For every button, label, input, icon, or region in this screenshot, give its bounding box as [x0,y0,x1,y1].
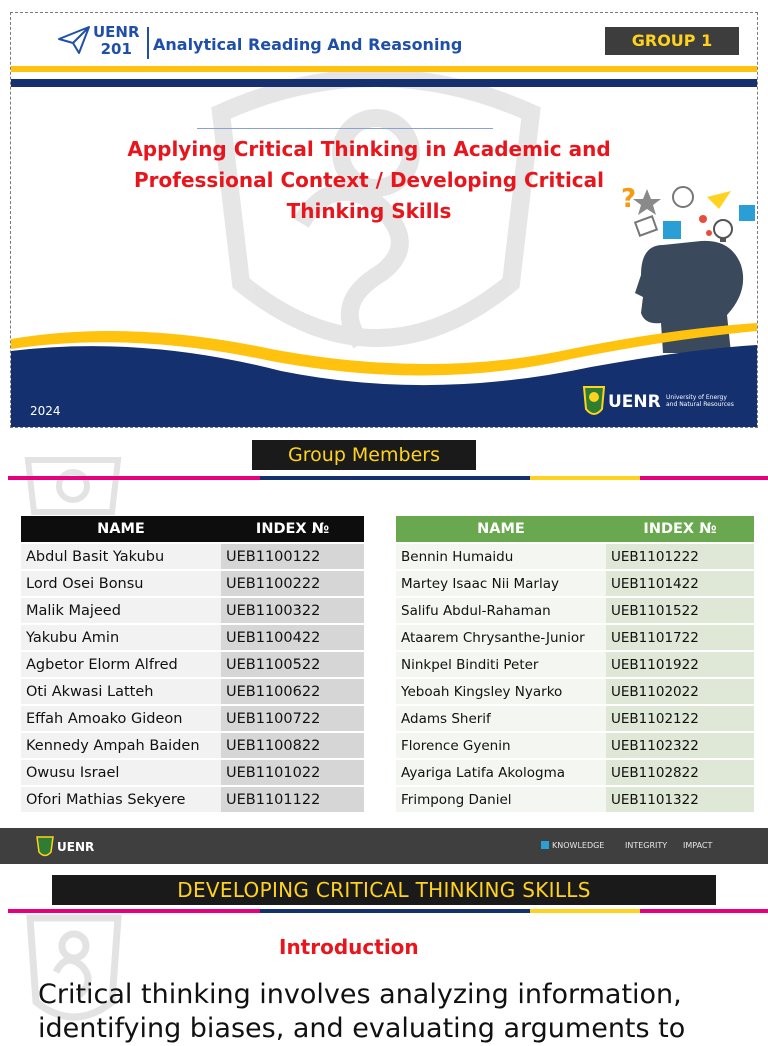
course-code [93,24,140,58]
stripe-magenta-2 [640,476,768,480]
star-icon [633,189,661,215]
member-index: UEB1102822 [606,760,754,785]
member-index: UEB1100122 [221,544,364,569]
footer-tag-knowledge: KNOWLEDGE [552,841,605,850]
lightbulb-icon [714,220,732,242]
course-code-line1: UENR [93,23,140,41]
member-name: Ninkpel Binditi Peter [396,652,606,677]
paper-plane-icon [57,25,91,55]
member-name: Salifu Abdul-Rahaman [396,598,606,623]
slide-title-line1: Applying Critical Thinking in Academic and [127,137,611,161]
member-name: Frimpong Daniel [396,787,606,812]
member-name: Kennedy Ampah Baiden [21,733,221,758]
member-index: UEB1101722 [606,625,754,650]
stripe-navy-2 [260,909,530,913]
column-header-index: INDEX № [606,516,754,542]
table-row [21,733,364,758]
member-index: UEB1101222 [606,544,754,569]
member-index: UEB1101122 [221,787,364,812]
stripe-yellow-2 [530,909,640,913]
table-row [396,787,754,812]
member-name: Ataarem Chrysanthe-Junior [396,625,606,650]
column-header-name: NAME [21,516,221,542]
member-index: UEB1101922 [606,652,754,677]
member-name: Florence Gyenin [396,733,606,758]
table-row [21,787,364,812]
title-slide [10,12,758,428]
table-header-row [21,516,364,542]
footer-tag-integrity: INTEGRITY [625,841,668,850]
section-title: DEVELOPING CRITICAL THINKING SKILLS [52,875,716,905]
table-row [21,652,364,677]
member-index: UEB1101322 [606,787,754,812]
intro-paragraph-line2: identifying biases, and evaluating arguments to [38,1013,686,1044]
table-row [396,625,754,650]
members-table-left [21,514,364,814]
uenr-logo-subtitle [666,394,734,408]
slide-title-line3: Thinking Skills [286,199,452,223]
member-name: Agbetor Elorm Alfred [21,652,221,677]
svg-text:?: ? [621,184,637,214]
members-section-title: Group Members [252,440,476,470]
title-rule [197,128,493,129]
table-row [396,760,754,785]
member-index: UEB1100322 [221,598,364,623]
member-index: UEB1102122 [606,706,754,731]
stripe-magenta-4 [640,909,768,913]
table-row [21,544,364,569]
member-name: Adams Sherif [396,706,606,731]
member-name: Owusu Israel [21,760,221,785]
member-index: UEB1102022 [606,679,754,704]
table-row [396,733,754,758]
logo-divider [147,27,149,59]
footer-uenr-text: UENR [57,840,95,854]
column-header-index: INDEX № [221,516,364,542]
table-row [21,760,364,785]
stripe-navy [260,476,530,480]
table-row [396,571,754,596]
member-name: Lord Osei Bonsu [21,571,221,596]
intro-heading: Introduction [279,935,419,959]
member-name: Effah Amoako Gideon [21,706,221,731]
member-name: Martey Isaac Nii Marlay [396,571,606,596]
member-name: Abdul Basit Yakubu [21,544,221,569]
intro-paragraph [38,978,758,1044]
table-row [21,571,364,596]
table-row [396,679,754,704]
table-row [21,598,364,623]
table-row [21,679,364,704]
column-header-name: NAME [396,516,606,542]
footer-tag-impact: IMPACT [683,841,713,850]
member-index: UEB1100222 [221,571,364,596]
member-index: UEB1101522 [606,598,754,623]
question-mark-icon [621,184,636,214]
member-index: UEB1100622 [221,679,364,704]
member-index: UEB1102322 [606,733,754,758]
uenr-logo-text: UENR [608,392,661,412]
stripe-magenta [8,476,260,480]
header-stripe-navy [11,79,757,87]
member-index: UEB1100722 [221,706,364,731]
member-name: Ayariga Latifa Akologma [396,760,606,785]
knowledge-square-icon [541,841,549,849]
member-name: Yakubu Amin [21,625,221,650]
member-index: UEB1100422 [221,625,364,650]
uenr-crest-footer-icon [36,836,54,860]
member-index: UEB1101022 [221,760,364,785]
table-row [396,652,754,677]
member-index: UEB1101422 [606,571,754,596]
table-row [21,625,364,650]
course-title: Analytical Reading And Reasoning [153,35,463,54]
watermark-crest-small-icon [22,456,124,516]
table-row [396,706,754,731]
uenr-sub-line1: University of Energy [666,394,727,401]
course-code-line2: 201 [100,40,132,58]
table-row [396,598,754,623]
member-name: Oti Akwasi Latteh [21,679,221,704]
member-index: UEB1100822 [221,733,364,758]
stripe-yellow [530,476,640,480]
member-name: Bennin Humaidu [396,544,606,569]
header-stripe-yellow [11,66,757,72]
members-table-right [396,514,754,814]
uenr-crest-icon [582,385,606,421]
slide-title-line2: Professional Context / Developing Critical [133,168,605,192]
intro-paragraph-line1: Critical thinking involves analyzing information, [38,979,682,1010]
member-name: Ofori Mathias Sekyere [21,787,221,812]
footer-bar [0,828,768,864]
slide-title [101,134,637,227]
slide-year: 2024 [30,404,61,418]
member-name: Malik Majeed [21,598,221,623]
uenr-sub-line2: and Natural Resources [666,401,734,408]
member-index: UEB1100522 [221,652,364,677]
table-header-row [396,516,754,542]
group-badge: GROUP 1 [605,27,739,55]
table-row [396,544,754,569]
table-row [21,706,364,731]
member-name: Yeboah Kingsley Nyarko [396,679,606,704]
